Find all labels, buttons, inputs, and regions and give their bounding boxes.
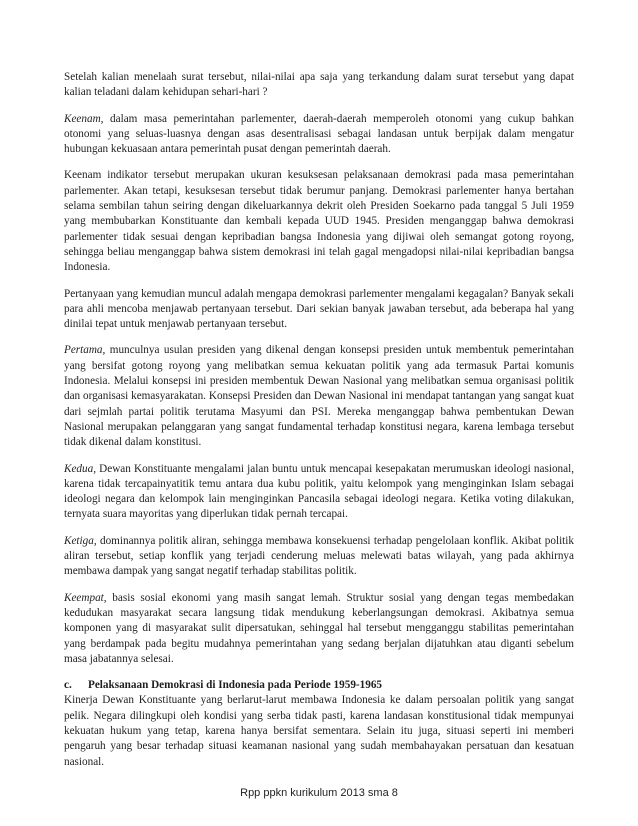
paragraph-lead: Kedua, <box>64 462 97 475</box>
paragraph-pertama <box>64 343 574 450</box>
paragraph-kedua <box>64 462 574 523</box>
paragraph-text: basis sosial ekonomi yang masih sangat lemah. Struktur sosial yang dengan tegas membedakan kedudukan masyarakat secara langsung tidak mendukung keberlangsungan demokrasi. Akibatnya semua komponen yang di masyarakat sulit dipersatukan, sehinggal hal tersebut mengganggu stabilitas pemerintahan yang berdampak pada begitu mudahnya pemerintahan yang sedang berjalan dijatuhkan atau diganti sebelum masa jabatannya selesai. <box>64 591 574 665</box>
section-title: Pelaksanaan Demokrasi di Indonesia pada Periode 1959-1965 <box>88 679 383 692</box>
paragraph-ketiga <box>64 534 574 580</box>
paragraph-lead: Keenam, <box>64 112 104 125</box>
section-heading <box>64 678 574 693</box>
paragraph-text: Kinerja Dewan Konstituante yang berlarut-larut membawa Indonesia ke dalam persoalan politik yang sangat pelik. Negara dilingkupi oleh kondisi yang serba tidak pasti, karena landasan konstitusional tidak mempunyai kekuatan hukum yang tetap, karena hanya bersifat sementara. Selain itu juga, situasi seperti ini memberi pengaruh yang besar terhadap situasi keamanan nasional yang sudah membahayakan persatuan dan kesatuan nasional. <box>64 694 574 768</box>
paragraph-question <box>64 287 574 333</box>
paragraph-reflection <box>64 70 574 101</box>
paragraph-text: Pertanyaan yang kemudian muncul adalah mengapa demokrasi parlementer mengalami kegagalan? Banyak sekali para ahli mencoba menjawab pertanyaan tersebut. Dari sekian banyak jawaban tersebut, ada beberapa hal yang dinilai tepat untuk menjawab pertanyaan tersebut. <box>64 287 574 331</box>
paragraph-text: dalam masa pemerintahan parlementer, daerah-daerah memperoleh otonomi yang cukup bahkan otonomi yang seluas-luasnya dengan asas desentralisasi sebagai landasan untuk berpijak dalam mengatur hubungan kekuasaan antara pemerintah pusat dengan pemerintah daerah. <box>64 112 574 156</box>
paragraph-indicators <box>64 168 574 275</box>
paragraph-lead: Ketiga, <box>64 534 97 547</box>
section-paragraph <box>64 693 574 769</box>
paragraph-text: Setelah kalian menelaah surat tersebut, nilai-nilai apa saja yang terkandung dalam surat tersebut yang dapat kalian teladani dalam kehidupan sehari-hari ? <box>64 71 574 99</box>
document-page <box>64 70 574 770</box>
paragraph-keempat <box>64 591 574 667</box>
paragraph-text: Keenam indikator tersebut merupakan ukuran kesuksesan pelaksanaan demokrasi pada masa pemerintahan parlementer. Akan tetapi, kesuksesan tersebut tidak berumur panjang. Demokrasi parlementer hanya bertahan selama sembilan tahun seiring dengan dikeluarkannya dekrit oleh Presiden Soekarno pada tanggal 5 Juli 1959 yang membubarkan Konstituante dan kembali kepada UUD 1945. Presiden menganggap bahwa demokrasi parlementer tidak sesuai dengan kepribadian bangsa Indonesia yang dijiwai oleh semangat gotong royong, sehingga beliau menganggap bahwa sistem demokrasi ini telah gagal mengadopsi nilai-nilai kepribadian bangsa Indonesia. <box>64 169 574 274</box>
paragraph-lead: Pertama, <box>64 344 106 357</box>
section-letter: c. <box>64 679 72 692</box>
page-footer: Rpp ppkn kurikulum 2013 sma 8 <box>240 787 398 799</box>
paragraph-text: dominannya politik aliran, sehingga membawa konsekuensi terhadap pengelolaan konflik. Akibat politik aliran tersebut, setiap konflik yang terjadi cenderung meluas melewati batas wilayah, yang pada akhirnya membawa dampak yang sangat negatif terhadap stabilitas politik. <box>64 534 574 578</box>
paragraph-text: munculnya usulan presiden yang dikenal dengan konsepsi presiden untuk membentuk pemerintahan yang bersifat gotong royong yang melibatkan semua kekuatan politik yang ada termasuk Partai komunis Indonesia. Melalui konsepsi ini presiden membentuk Dewan Nasional yang melibatkan semua organisasi politik dan organisasi kemasyarakatan. Konsepsi Presiden dan Dewan Nasional ini mendapat tantangan yang sangat kuat dari sejmlah partai politik terutama Masyumi dan PSI. Mereka menganggap bahwa pembentukan Dewan Nasional merupakan pelanggaran yang sangat fundamental terhadap konstitusi negara, karena lembaga tersebut tidak dikenal dalam konstitusi. <box>64 344 574 449</box>
paragraph-lead: Keempat, <box>64 591 107 604</box>
paragraph-text: Dewan Konstituante mengalami jalan buntu untuk mencapai kesepakatan merumuskan ideologi nasional, karena tidak tercapainyatitik temu antara dua kubu politik, yaitu kelompok yang menginginkan Islam sebagai ideologi negara dan kelompok lain menginginkan Pancasila sebagai ideologi negara. Ketika voting dilakukan, ternyata suara mayoritas yang diperlukan tidak pernah tercapai. <box>64 462 574 521</box>
paragraph-keenam <box>64 112 574 158</box>
